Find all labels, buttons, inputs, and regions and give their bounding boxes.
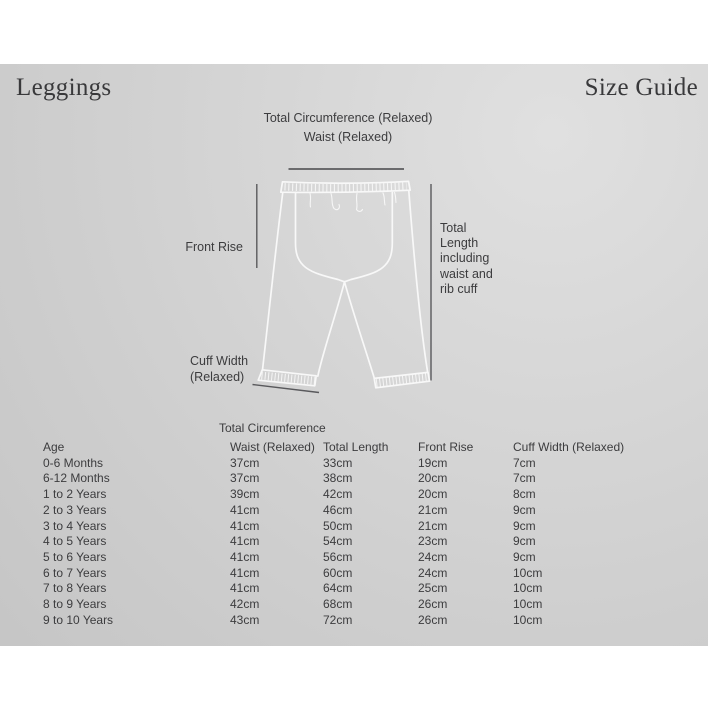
total-circumference-label: Total Circumference (Relaxed)	[263, 111, 433, 125]
column-header: Total Length	[323, 440, 389, 454]
table-row	[43, 503, 663, 519]
table-cell: 64cm	[323, 581, 353, 596]
table-cell: 10cm	[513, 612, 543, 627]
table-cell: 5 to 6 Years	[43, 549, 107, 564]
table-cell: 37cm	[230, 455, 260, 470]
table-cell: 41cm	[230, 534, 260, 549]
table-cell: 6-12 Months	[43, 471, 110, 486]
column-header: Cuff Width (Relaxed)	[513, 440, 625, 454]
table-cell: 20cm	[418, 471, 448, 486]
table-cell: 72cm	[323, 612, 353, 627]
cuff-width-label: Cuff Width (Relaxed)	[190, 354, 249, 384]
table-cell: 39cm	[230, 487, 260, 502]
table-row	[43, 519, 663, 535]
table-group-header: Total Circumference	[219, 421, 326, 435]
table-cell: 0-6 Months	[43, 455, 104, 470]
table-cell: 3 to 4 Years	[43, 518, 107, 533]
table-cell: 24cm	[418, 565, 448, 580]
table-cell: 33cm	[323, 455, 353, 470]
table-cell: 8 to 9 Years	[43, 597, 107, 612]
table-cell: 9cm	[513, 549, 536, 564]
table-cell: 7cm	[513, 471, 536, 486]
table-cell: 25cm	[418, 581, 448, 596]
table-cell: 10cm	[513, 565, 543, 580]
table-cell: 2 to 3 Years	[43, 502, 107, 517]
table-cell: 21cm	[418, 518, 448, 533]
table-cell: 9 to 10 Years	[43, 612, 114, 627]
front-rise-label: Front Rise	[185, 240, 243, 254]
table-cell: 41cm	[230, 549, 260, 564]
table-row	[43, 471, 663, 487]
size-table	[43, 440, 663, 628]
table-cell: 54cm	[323, 534, 353, 549]
table-cell: 1 to 2 Years	[43, 487, 107, 502]
table-row	[43, 581, 663, 597]
table-cell: 7 to 8 Years	[43, 581, 107, 596]
column-header: Waist (Relaxed)	[230, 440, 315, 454]
table-cell: 8cm	[513, 487, 536, 502]
table-cell: 7cm	[513, 455, 536, 470]
table-cell: 46cm	[323, 502, 353, 517]
table-row	[43, 566, 663, 582]
table-cell: 19cm	[418, 455, 448, 470]
table-cell: 37cm	[230, 471, 260, 486]
table-cell: 20cm	[418, 487, 448, 502]
table-cell: 23cm	[418, 534, 448, 549]
table-cell: 24cm	[418, 549, 448, 564]
table-cell: 9cm	[513, 502, 536, 517]
product-title: Leggings	[16, 74, 112, 101]
diagram-top-labels	[241, 109, 455, 147]
table-cell: 41cm	[230, 581, 260, 596]
table-cell: 26cm	[418, 597, 448, 612]
table-header-row	[43, 440, 663, 456]
table-cell: 38cm	[323, 471, 353, 486]
table-cell: 9cm	[513, 534, 536, 549]
table-cell: 6 to 7 Years	[43, 565, 107, 580]
table-row	[43, 597, 663, 613]
table-cell: 43cm	[230, 612, 260, 627]
table-cell: 56cm	[323, 549, 353, 564]
table-row	[43, 456, 663, 472]
table-cell: 42cm	[323, 487, 353, 502]
table-row	[43, 613, 663, 629]
table-cell: 68cm	[323, 597, 353, 612]
table-cell: 50cm	[323, 518, 353, 533]
table-row	[43, 534, 663, 550]
table-cell: 60cm	[323, 565, 353, 580]
column-header: Age	[43, 440, 65, 454]
table-cell: 10cm	[513, 581, 543, 596]
table-row	[43, 487, 663, 503]
table-cell: 21cm	[418, 502, 448, 517]
table-cell: 41cm	[230, 518, 260, 533]
table-cell: 41cm	[230, 565, 260, 580]
table-cell: 41cm	[230, 502, 260, 517]
table-cell: 9cm	[513, 518, 536, 533]
table-cell: 42cm	[230, 597, 260, 612]
table-cell: 26cm	[418, 612, 448, 627]
table-cell: 10cm	[513, 597, 543, 612]
column-header: Front Rise	[418, 440, 474, 454]
page-title: Size Guide	[584, 74, 698, 101]
table-row	[43, 550, 663, 566]
total-length-label: Total Length including waist and rib cuff	[440, 221, 493, 296]
waist-relaxed-label: Waist (Relaxed)	[303, 130, 393, 144]
table-cell: 4 to 5 Years	[43, 534, 107, 549]
